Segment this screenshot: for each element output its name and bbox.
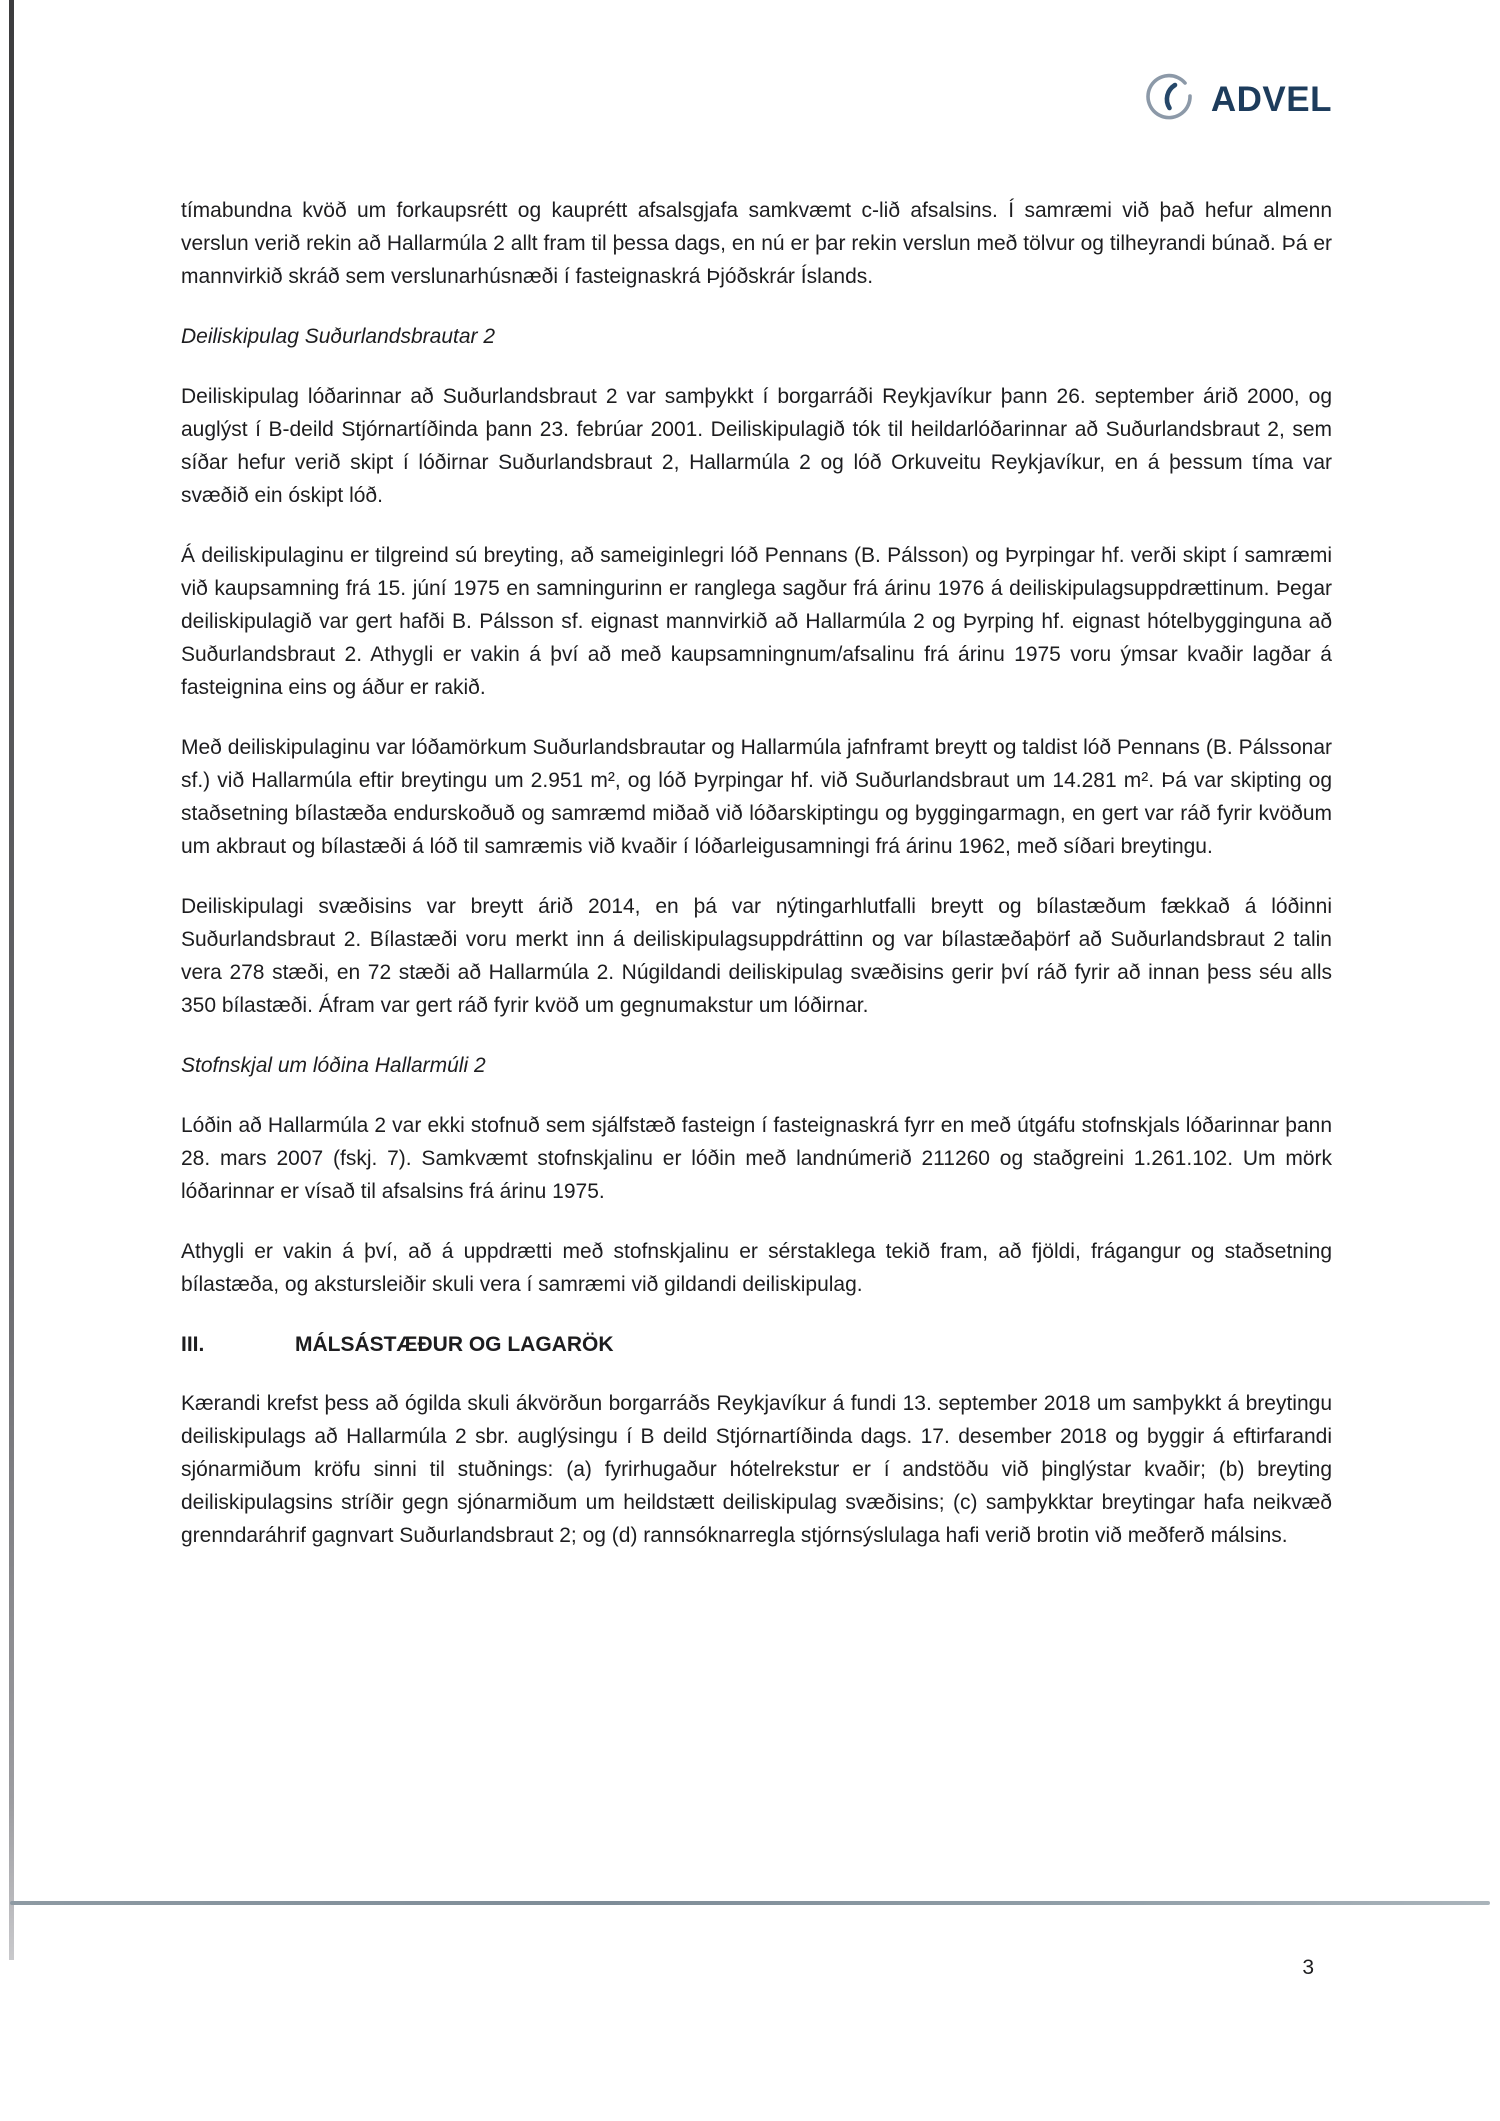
paragraph-malsastaedur: Kærandi krefst þess að ógilda skuli ákvörðun borgarráðs Reykjavíkur á fundi 13. september 2018 um samþykkt á breytingu deiliskipulags að Hallarmúla 2 sbr. auglýsingu í B deild Stjórnartíðinda dags. 17. desember 2018 og byggir á eftirfarandi sjónarmiðum kröfu sinni til stuðnings: (a) fyrirhugaður hótelrekstur er í andstöðu við þinglýstar kvaðir; (b) breyting deiliskipulagsins stríðir gegn sjónarmiðum um heildstætt deiliskipulag svæðisins; (c) samþykktar breytingar hafa neikvæð grenndaráhrif gagnvart Suðurlandsbraut 2; og (d) rannsóknarregla stjórnsýslulaga hafi verið brotin við meðferð málsins.	[181, 1392, 1332, 1547]
section-heading	[181, 1328, 1332, 1361]
page-number: 3	[1302, 1956, 1314, 1979]
paragraph-stofnskjal-1: Lóðin að Hallarmúla 2 var ekki stofnuð sem sjálfstæð fasteign í fasteignaskrá fyrr en með útgáfu stofnskjals lóðarinnar þann 28. mars 2007 (fskj. 7). Samkvæmt stofnskjalinu er lóðin með landnúmerið 211260 og staðgreini 1.261.102. Um mörk lóðarinnar er vísað til afsalsins frá árinu 1975.	[181, 1114, 1332, 1203]
paragraph-deiliskipulag-4: Deiliskipulagi svæðisins var breytt árið 2014, en þá var nýtingarhlutfalli breytt og bílastæðum fækkað á lóðinni Suðurlandsbraut 2. Bílastæði voru merkt inn á deiliskipulagsuppdráttinn og var bílastæðaþörf að Suðurlandsbraut 2 talin vera 278 stæði, en 72 stæði að Hallarmúla 2. Núgildandi deiliskipulag svæðisins gerir því ráð fyrir að innan þess séu alls 350 bílastæði. Áfram var gert ráð fyrir kvöð um gegnumakstur um lóðirnar.	[181, 895, 1332, 1017]
section-numeral: III.	[181, 1333, 205, 1356]
paragraph-continuation: tímabundna kvöð um forkaupsrétt og kauprétt afsalsgjafa samkvæmt c-lið afsalsins. Í samræmi við það hefur almenn verslun verið rekin að Hallarmúla 2 allt fram til þessa dags, en nú er þar rekin verslun með tölvur og tilheyrandi búnað. Þá er mannvirkið skráð sem verslunarhúsnæði í fasteignaskrá Þjóðskrár Íslands.	[181, 199, 1332, 288]
subheading-deiliskipulag: Deiliskipulag Suðurlandsbrautar 2	[181, 325, 496, 348]
footer-divider	[10, 1901, 1490, 1905]
advel-logo-icon	[1143, 72, 1199, 128]
section-title: MÁLSÁSTÆÐUR OG LAGARÖK	[295, 1333, 614, 1356]
subheading-stofnskjal: Stofnskjal um lóðina Hallarmúli 2	[181, 1054, 486, 1077]
advel-logo-text: ADVEL	[1210, 80, 1332, 119]
paragraph-deiliskipulag-3: Með deiliskipulaginu var lóðamörkum Suðurlandsbrautar og Hallarmúla jafnframt breytt og taldist lóð Pennans (B. Pálssonar sf.) við Hallarmúla eftir breytingu um 2.951 m², og lóð Þyrpingar hf. við Suðurlandsbraut um 14.281 m². Þá var skipting og staðsetning bílastæða endurskoðuð og samræmd miðað við lóðarskiptingu og byggingarmagn, en gert var ráð fyrir kvöðum um akbraut og bílastæði á lóð til samræmis við kvaðir í lóðarleigusamningi frá árinu 1962, með síðari breytingu.	[181, 736, 1332, 858]
advel-logo	[1143, 72, 1332, 128]
document-body	[181, 194, 1332, 1552]
scan-edge-artifact	[9, 0, 14, 1960]
paragraph-deiliskipulag-1: Deiliskipulag lóðarinnar að Suðurlandsbraut 2 var samþykkt í borgarráði Reykjavíkur þann 26. september árið 2000, og auglýst í B-deild Stjórnartíðinda þann 23. febrúar 2001. Deiliskipulagið tók til heildarlóðarinnar að Suðurlandsbraut 2, sem síðar hefur verið skipt í lóðirnar Suðurlandsbraut 2, Hallarmúla 2 og lóð Orkuveitu Reykjavíkur, en á þessum tíma var svæðið ein óskipt lóð.	[181, 385, 1332, 507]
paragraph-deiliskipulag-2: Á deiliskipulaginu er tilgreind sú breyting, að sameiginlegri lóð Pennans (B. Pálsson) og Þyrpingar hf. verði skipt í samræmi við kaupsamning frá 15. júní 1975 en samningurinn er ranglega sagður frá árinu 1976 á deiliskipulagsuppdrættinum. Þegar deiliskipulagið var gert hafði B. Pálsson sf. eignast mannvirkið að Hallarmúla 2 og Þyrping hf. eignast hótelbygginguna að Suðurlandsbraut 2. Athygli er vakin á því að með kaupsamningnum/afsalinu frá árinu 1975 voru ýmsar kvaðir lagðar á fasteignina eins og áður er rakið.	[181, 544, 1332, 699]
paragraph-stofnskjal-2: Athygli er vakin á því, að á uppdrætti með stofnskjalinu er sérstaklega tekið fram, að fjöldi, frágangur og staðsetning bílastæða, og akstursleiðir skuli vera í samræmi við gildandi deiliskipulag.	[181, 1240, 1332, 1296]
